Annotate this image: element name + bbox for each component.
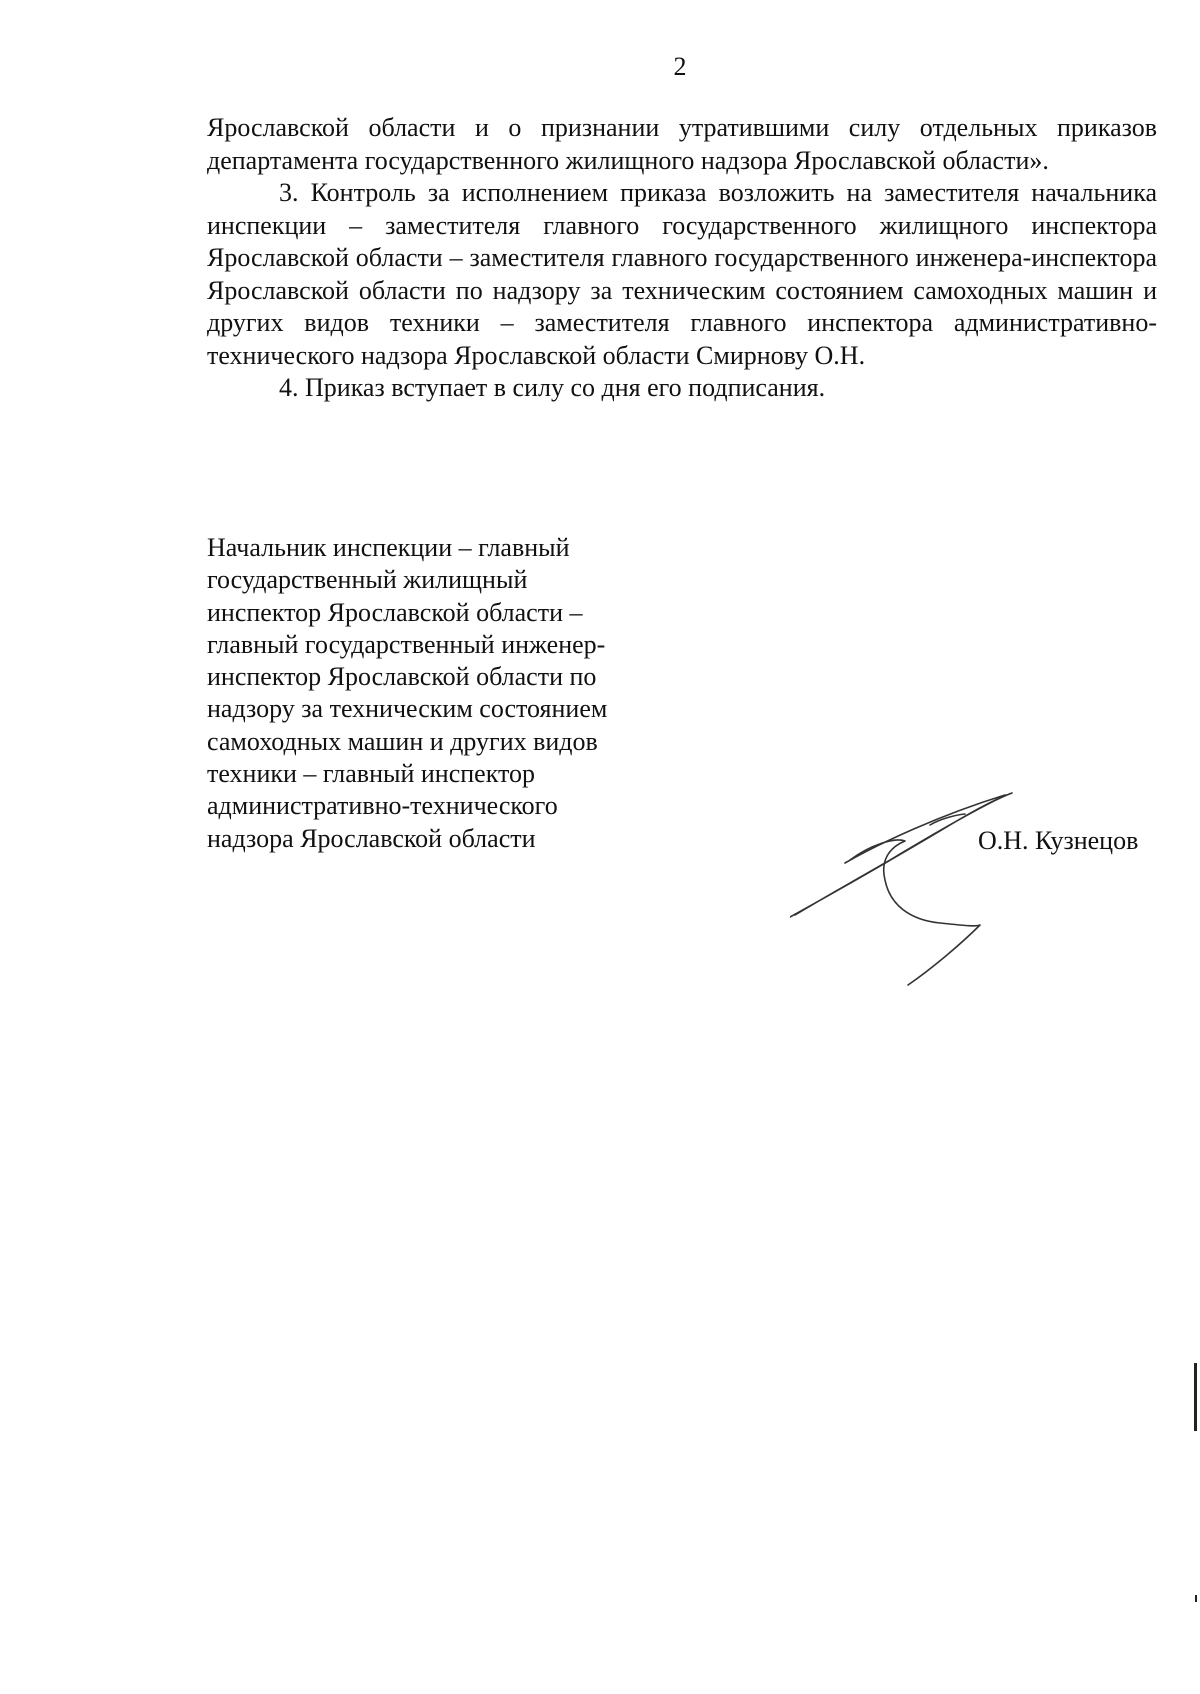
paragraph-3-control: 3. Контроль за исполнением приказа возложить на заместителя начальника инспекции – заместителя главного государственного жилищного инспектора Ярославской области – заместителя главного государственного инженера-инспектора Ярославской области по надзору за техническим состоянием самоходных машин и других видов техники – заместителя главного инспектора административно-технического надзора Ярославской области Смирнову О.Н. (207, 178, 1157, 370)
scan-artifact (1194, 1363, 1197, 1431)
document-body (207, 112, 1157, 405)
position-line: техники – главный инспектор (207, 759, 535, 789)
position-line: административно-технического (207, 791, 558, 821)
paragraph-4-effective: 4. Приказ вступает в силу со дня его подписания. (279, 373, 826, 402)
position-line: надзора Ярославской области (207, 823, 536, 853)
position-line: Начальник инспекции – главный (207, 533, 570, 562)
signatory-position (207, 532, 667, 855)
handwritten-signature (790, 785, 1040, 995)
position-line: инспектор Ярославской области – (207, 597, 583, 627)
signer-name: О.Н. Кузнецов (978, 826, 1139, 855)
position-line: главный государственный инженер- (207, 629, 606, 659)
position-line: самоходных машин и других видов (207, 726, 598, 756)
position-line: государственный жилищный (207, 565, 528, 595)
scan-artifact (1195, 1595, 1197, 1602)
page-number: 2 (673, 52, 687, 81)
position-line: инспектор Ярославской области по (207, 662, 597, 692)
position-line: надзору за техническим состоянием (207, 694, 608, 724)
paragraph-continuation: Ярославской области и о признании утратившими силу отдельных приказов департамента государственного жилищного надзора Ярославской области». (207, 113, 1157, 175)
